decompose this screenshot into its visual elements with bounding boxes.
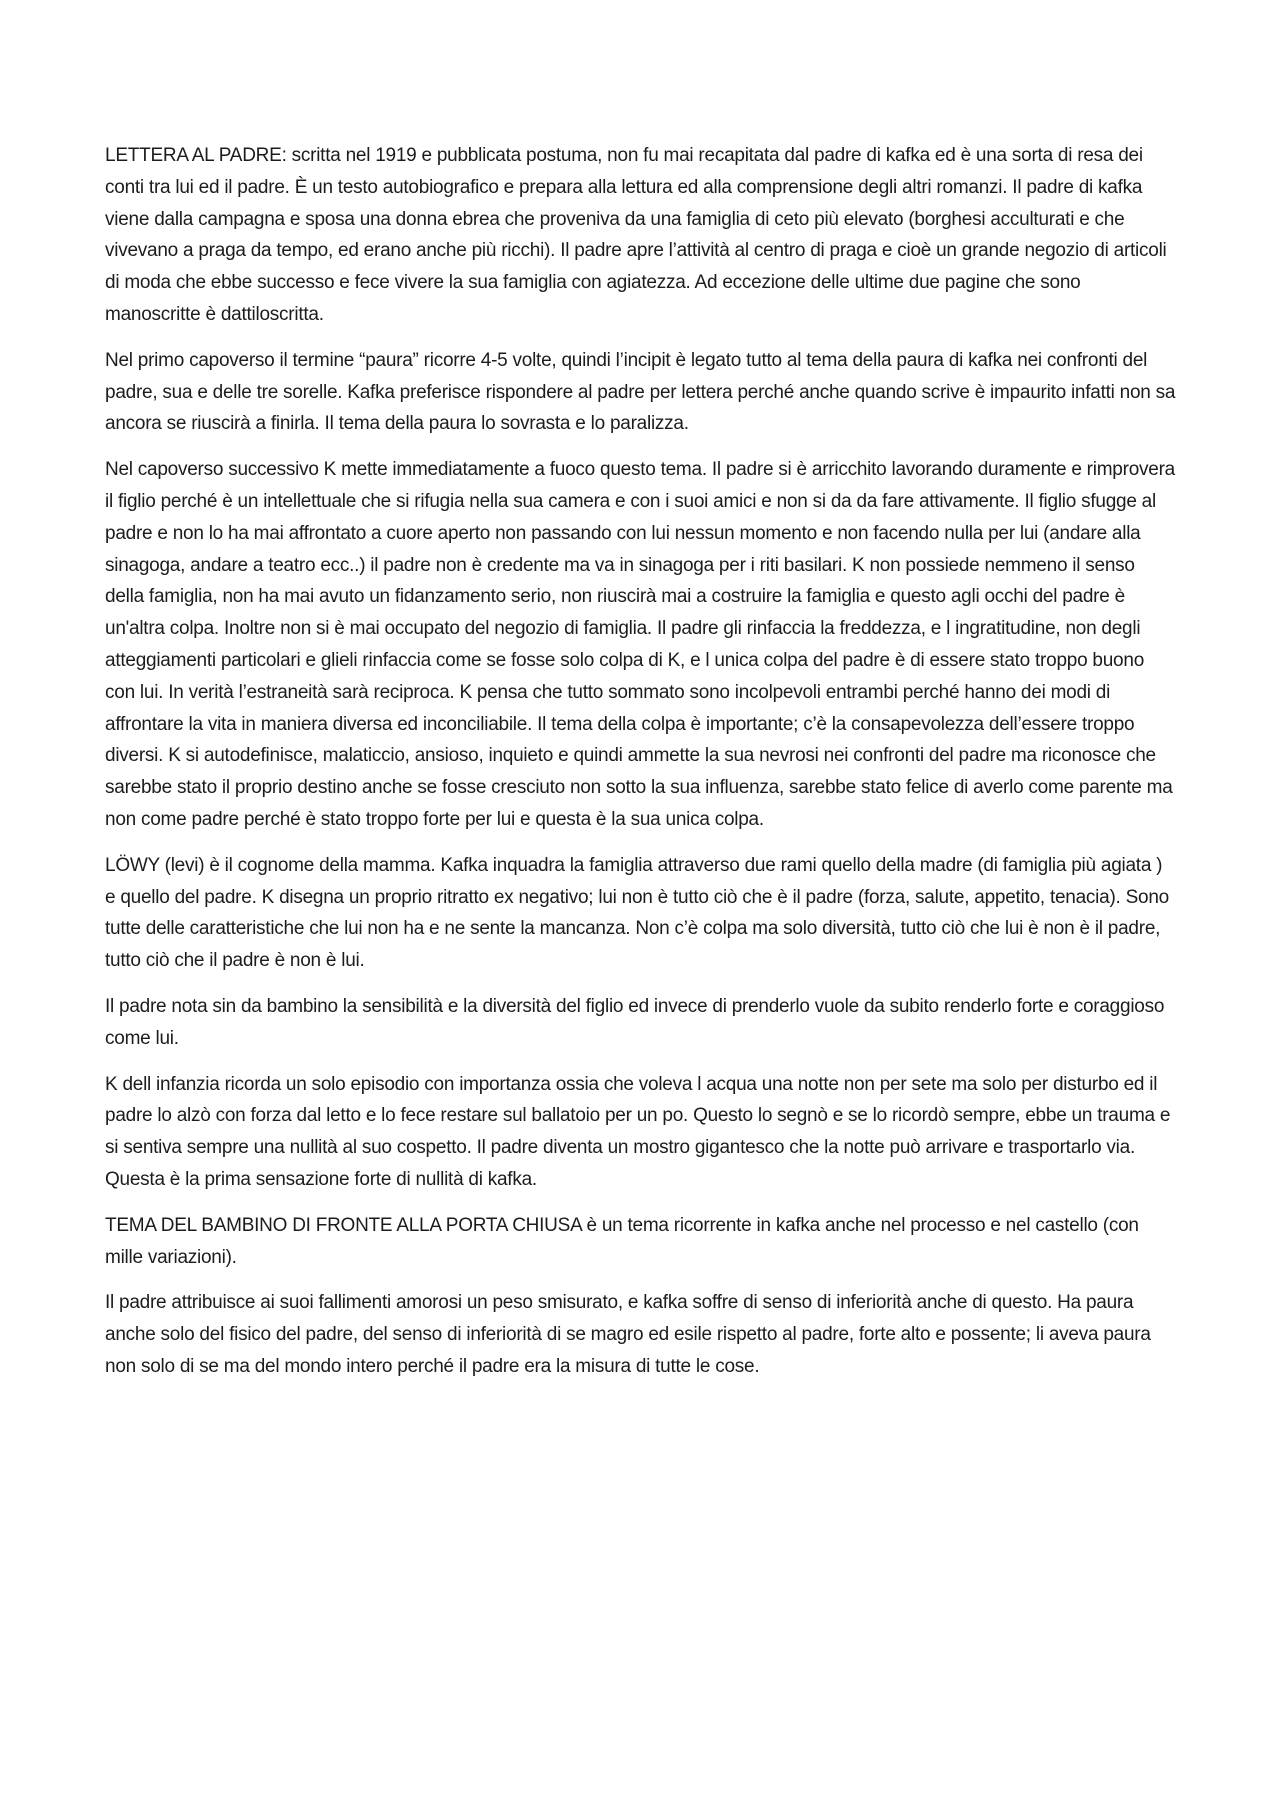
paragraph-tema-porta-chiusa: TEMA DEL BAMBINO DI FRONTE ALLA PORTA CHIUSA è un tema ricorrente in kafka anche nel processo e nel castello (con mille variazioni). xyxy=(105,1214,1139,1268)
document-body xyxy=(105,140,1176,1383)
paragraph-capoverso-successivo: Nel capoverso successivo K mette immediatamente a fuoco questo tema. Il padre si è arricchito lavorando duramente e rimprovera il figlio perché è un intellettuale che si rifugia nella sua camera e con i suoi amici e non si da da fare attivamente. Il figlio sfugge al padre e non lo ha mai affrontato a cuore aperto non passando con lui nessun momento e non facendo nulla per lui (andare alla sinagoga, andare a teatro ecc..) il padre non è credente ma va in sinagoga per i riti basilari. K non possiede nemmeno il senso della famiglia, non ha mai avuto un fidanzamento serio, non riuscirà mai a costruire la famiglia e questo agli occhi del padre è un'altra colpa. Inoltre non si è mai occupato del negozio di famiglia. Il padre gli rinfaccia la freddezza, e l ingratitudine, non degli atteggiamenti particolari e glieli rinfaccia come se fosse solo colpa di K, e l unica colpa del padre è di essere stato troppo buono con lui. In verità l’estraneità sarà reciproca. K pensa che tutto sommato sono incolpevoli entrambi perché hanno dei modi di affrontare la vita in maniera diversa ed inconciliabile. Il tema della colpa è importante; c’è la consapevolezza dell’essere troppo diversi. K si autodefinisce, malaticcio, ansioso, inquieto e quindi ammette la sua nevrosi nei confronti del padre ma riconosce che sarebbe stato il proprio destino anche se fosse cresciuto non sotto la sua influenza, sarebbe stato felice di averlo come parente ma non come padre perché è stato troppo forte per lui e questa è la sua unica colpa. xyxy=(105,459,1175,830)
paragraph-lowy: LÖWY (levi) è il cognome della mamma. Kafka inquadra la famiglia attraverso due rami quello della madre (di famiglia più agiata ) e quello del padre. K disegna un proprio ritratto ex negativo; lui non è tutto ciò che è il padre (forza, salute, appetito, tenacia). Sono tutte delle caratteristiche che lui non ha e ne sente la mancanza. Non c’è colpa ma solo diversità, tutto ciò che lui è non è il padre, tutto ciò che il padre è non è lui. xyxy=(105,854,1169,972)
paragraph-lettera-al-padre: LETTERA AL PADRE: scritta nel 1919 e pubblicata postuma, non fu mai recapitata dal padre di kafka ed è una sorta di resa dei conti tra lui ed il padre. È un testo autobiografico e prepara alla lettura ed alla comprensione degli altri romanzi. Il padre di kafka viene dalla campagna e sposa una donna ebrea che proveniva da una famiglia di ceto più elevato (borghesi acculturati e che vivevano a praga da tempo, ed erano anche più ricchi). Il padre apre l’attività al centro di praga e cioè un grande negozio di articoli di moda che ebbe successo e fece vivere la sua famiglia con agiatezza. Ad eccezione delle ultime due pagine che sono manoscritte è dattiloscritta. xyxy=(105,145,1167,325)
paragraph-primo-capoverso: Nel primo capoverso il termine “paura” ricorre 4-5 volte, quindi l’incipit è legato tutto al tema della paura di kafka nei confronti del padre, sua e delle tre sorelle. Kafka preferisce rispondere al padre per lettera perché anche quando scrive è impaurito infatti non sa ancora se riuscirà a finirla. Il tema della paura lo sovrasta e lo paralizza. xyxy=(105,349,1176,435)
paragraph-episodio-infanzia: K dell infanzia ricorda un solo episodio con importanza ossia che voleva l acqua una notte non per sete ma solo per disturbo ed il padre lo alzò con forza dal letto e lo fece restare sul ballatoio per un po. Questo lo segnò e se lo ricordò sempre, ebbe un trauma e si sentiva sempre una nullità al suo cospetto. Il padre diventa un mostro gigantesco che la notte può arrivare e trasportarlo via. Questa è la prima sensazione forte di nullità di kafka. xyxy=(105,1073,1171,1190)
paragraph-padre-nota-sensibilita: Il padre nota sin da bambino la sensibilità e la diversità del figlio ed invece di prenderlo vuole da subito renderlo forte e coraggioso come lui. xyxy=(105,995,1165,1049)
paragraph-fallimenti-amorosi: Il padre attribuisce ai suoi fallimenti amorosi un peso smisurato, e kafka soffre di senso di inferiorità anche di questo. Ha paura anche solo del fisico del padre, del senso di inferiorità di se magro ed esile rispetto al padre, forte alto e possente; li aveva paura non solo di se ma del mondo intero perché il padre era la misura di tutte le cose. xyxy=(105,1292,1151,1377)
